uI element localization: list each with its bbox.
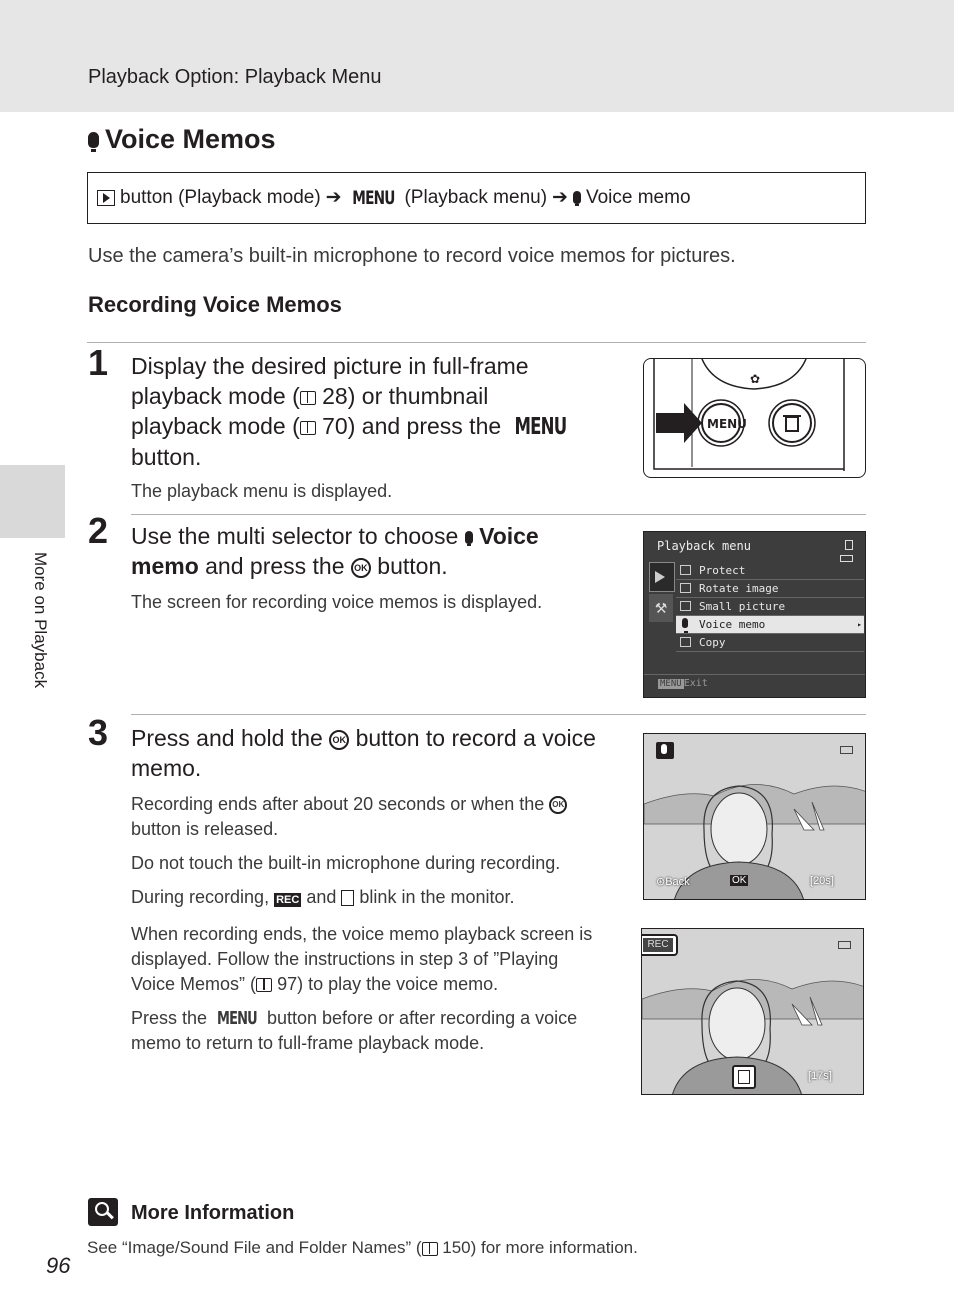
playback-tab-icon	[649, 562, 675, 592]
arrow-icon: ➔	[325, 187, 342, 208]
note-line: Recording ends after about 20 seconds or when the	[131, 794, 545, 814]
lcd-menu-item[interactable]	[676, 580, 864, 598]
step-number: 1	[88, 342, 109, 383]
lcd-exit-label: Exit	[683, 678, 708, 689]
step-text-line: Press and hold the	[131, 725, 323, 751]
step-2-note: The screen for recording voice memos is displayed.	[131, 592, 543, 612]
battery-icon	[840, 746, 853, 754]
step-bold: Voice	[479, 523, 539, 549]
page-ref: 70	[322, 413, 348, 439]
menu-key-icon: MENU	[351, 186, 395, 209]
page-title-text: Voice Memos	[105, 124, 276, 154]
camera-illustration	[644, 359, 866, 478]
side-label: More on Playback	[31, 552, 50, 689]
lcd-menu-item-label: Voice memo	[699, 618, 766, 631]
step-bold: memo	[131, 553, 199, 579]
note-line: button is released.	[131, 819, 279, 839]
protect-icon	[680, 565, 691, 575]
lcd-menu-item[interactable]	[676, 562, 864, 580]
step-text-line: Display the desired picture in full-frame	[131, 353, 529, 379]
note-line: Do not touch the built-in microphone during recording.	[131, 853, 561, 873]
intro-text: Use the camera’s built-in microphone to record voice memos for pictures.	[88, 245, 736, 267]
step-number: 2	[88, 510, 109, 551]
menu-key-icon: MENU	[660, 679, 682, 689]
menu-key-icon: MENU	[514, 414, 566, 440]
timer-value: 17s	[811, 1070, 829, 1082]
divider	[131, 714, 866, 715]
playback-button-icon	[97, 190, 115, 206]
step-text-line: playback mode (	[131, 383, 300, 409]
arrow-icon: ➔	[552, 187, 568, 208]
lcd-menu-item-selected[interactable]	[676, 616, 864, 634]
lcd-footer-divider	[644, 674, 865, 675]
microphone-icon	[465, 531, 473, 544]
menu-path-part2: (Playback menu)	[404, 186, 548, 208]
camera-back-figure	[643, 358, 866, 478]
timer-value: 20s	[813, 875, 831, 887]
note-line: blink in the monitor.	[359, 887, 515, 907]
header-band	[0, 0, 954, 112]
lcd-menu-item-label: Small picture	[699, 600, 786, 613]
note-line: Press the	[131, 1008, 208, 1028]
lcd-menu-title: Playback menu	[657, 539, 751, 553]
page-ref: 150	[442, 1238, 471, 1257]
note-line: and	[306, 887, 337, 907]
ok-button-icon: OK	[329, 730, 349, 750]
menu-key-icon: MENU	[217, 1008, 257, 1029]
lcd-recording-screen	[643, 733, 866, 900]
microphone-icon	[88, 132, 99, 148]
more-info-line: See “Image/Sound File and Folder Names” (	[87, 1238, 422, 1257]
menu-path	[97, 186, 691, 209]
rec-highlight	[641, 934, 678, 956]
menu-path-part3: Voice memo	[585, 186, 691, 208]
lcd-playback-menu	[643, 531, 866, 698]
back-hint: ⊛Back	[656, 876, 690, 888]
note-line: During recording,	[131, 887, 270, 907]
note-line: displayed. Follow the instructions in step 3 of ”Playing	[131, 949, 559, 969]
battery-icon	[838, 941, 851, 949]
step-text-line: button.	[377, 553, 448, 579]
chevron-right-icon: ▸	[857, 620, 862, 629]
step-text-line: button.	[131, 444, 202, 470]
step-text-line: and press the	[205, 553, 345, 579]
more-information-title: More Information	[131, 1202, 295, 1224]
voice-memo-file-icon	[341, 890, 354, 906]
section-header: Playback Option: Playback Menu	[88, 66, 382, 88]
step-number: 3	[88, 712, 109, 753]
divider	[131, 514, 866, 515]
book-reference-icon	[422, 1242, 438, 1256]
step-text-line: ) and press the	[347, 413, 502, 439]
step-2-text	[131, 521, 621, 581]
step-text-line: button to record a voice	[355, 725, 596, 751]
note-line: Voice Memos” (	[131, 974, 257, 994]
note-line: ) to play the voice memo.	[297, 974, 499, 994]
lcd-menu-item-label: Protect	[699, 564, 746, 577]
more-information-text	[87, 1238, 638, 1258]
page-number: 96	[46, 1253, 71, 1278]
timer: [20s]	[810, 875, 834, 887]
more-information-icon	[88, 1198, 118, 1226]
battery-icon	[845, 540, 853, 550]
battery-icon	[840, 555, 853, 562]
ok-button-icon: OK	[549, 796, 567, 814]
page-title	[88, 124, 276, 155]
lcd-menu-item-label: Copy	[699, 636, 726, 649]
back-label: Back	[665, 876, 690, 888]
svg-text:✿: ✿	[750, 372, 761, 386]
page-ref: 97	[277, 974, 298, 994]
microphone-icon	[656, 742, 674, 759]
ok-hint: OK	[732, 875, 747, 886]
step-text-line: memo.	[131, 755, 202, 781]
rotate-image-icon	[680, 583, 691, 593]
microphone-icon	[682, 618, 688, 628]
step-text-line: ) or thumbnail	[347, 383, 489, 409]
book-reference-icon	[300, 391, 316, 405]
step-1-note: The playback menu is displayed.	[131, 481, 393, 501]
side-tab	[0, 465, 65, 538]
copy-icon	[680, 637, 691, 647]
menu-path-part1: button (Playback mode)	[120, 186, 321, 208]
timer: [17s]	[808, 1070, 832, 1082]
ok-button-icon: OK	[351, 558, 371, 578]
lcd-footer	[658, 678, 708, 689]
menu-button-label: MENU	[707, 417, 747, 431]
sub-heading: Recording Voice Memos	[88, 292, 342, 317]
step-text-line: playback mode (	[131, 413, 300, 439]
book-reference-icon	[256, 978, 272, 992]
book-reference-icon	[300, 421, 316, 435]
step-text-line: Use the multi selector to choose	[131, 523, 459, 549]
lcd-menu-item[interactable]	[676, 634, 864, 652]
note-line: memo to return to full-frame playback mode.	[131, 1033, 485, 1053]
step-3-notes	[131, 792, 616, 1056]
setup-tab-icon: ⚒	[649, 594, 673, 622]
microphone-icon	[573, 191, 581, 204]
rec-icon: REC	[276, 894, 300, 906]
divider	[87, 342, 866, 343]
lcd-menu-item-label: Rotate image	[699, 582, 779, 595]
voice-memo-file-icon	[732, 1065, 756, 1089]
rec-icon: REC	[643, 938, 673, 952]
step-3-text	[131, 723, 621, 783]
note-line: When recording ends, the voice memo playback screen is	[131, 924, 593, 944]
step-1-text	[131, 351, 621, 472]
lcd-recording-in-progress	[641, 928, 864, 1095]
note-line: button before or after recording a voice	[266, 1008, 578, 1028]
lcd-menu-item[interactable]	[676, 598, 864, 616]
small-picture-icon	[680, 601, 691, 611]
more-info-line: ) for more information.	[470, 1238, 638, 1257]
page-ref: 28	[322, 383, 348, 409]
